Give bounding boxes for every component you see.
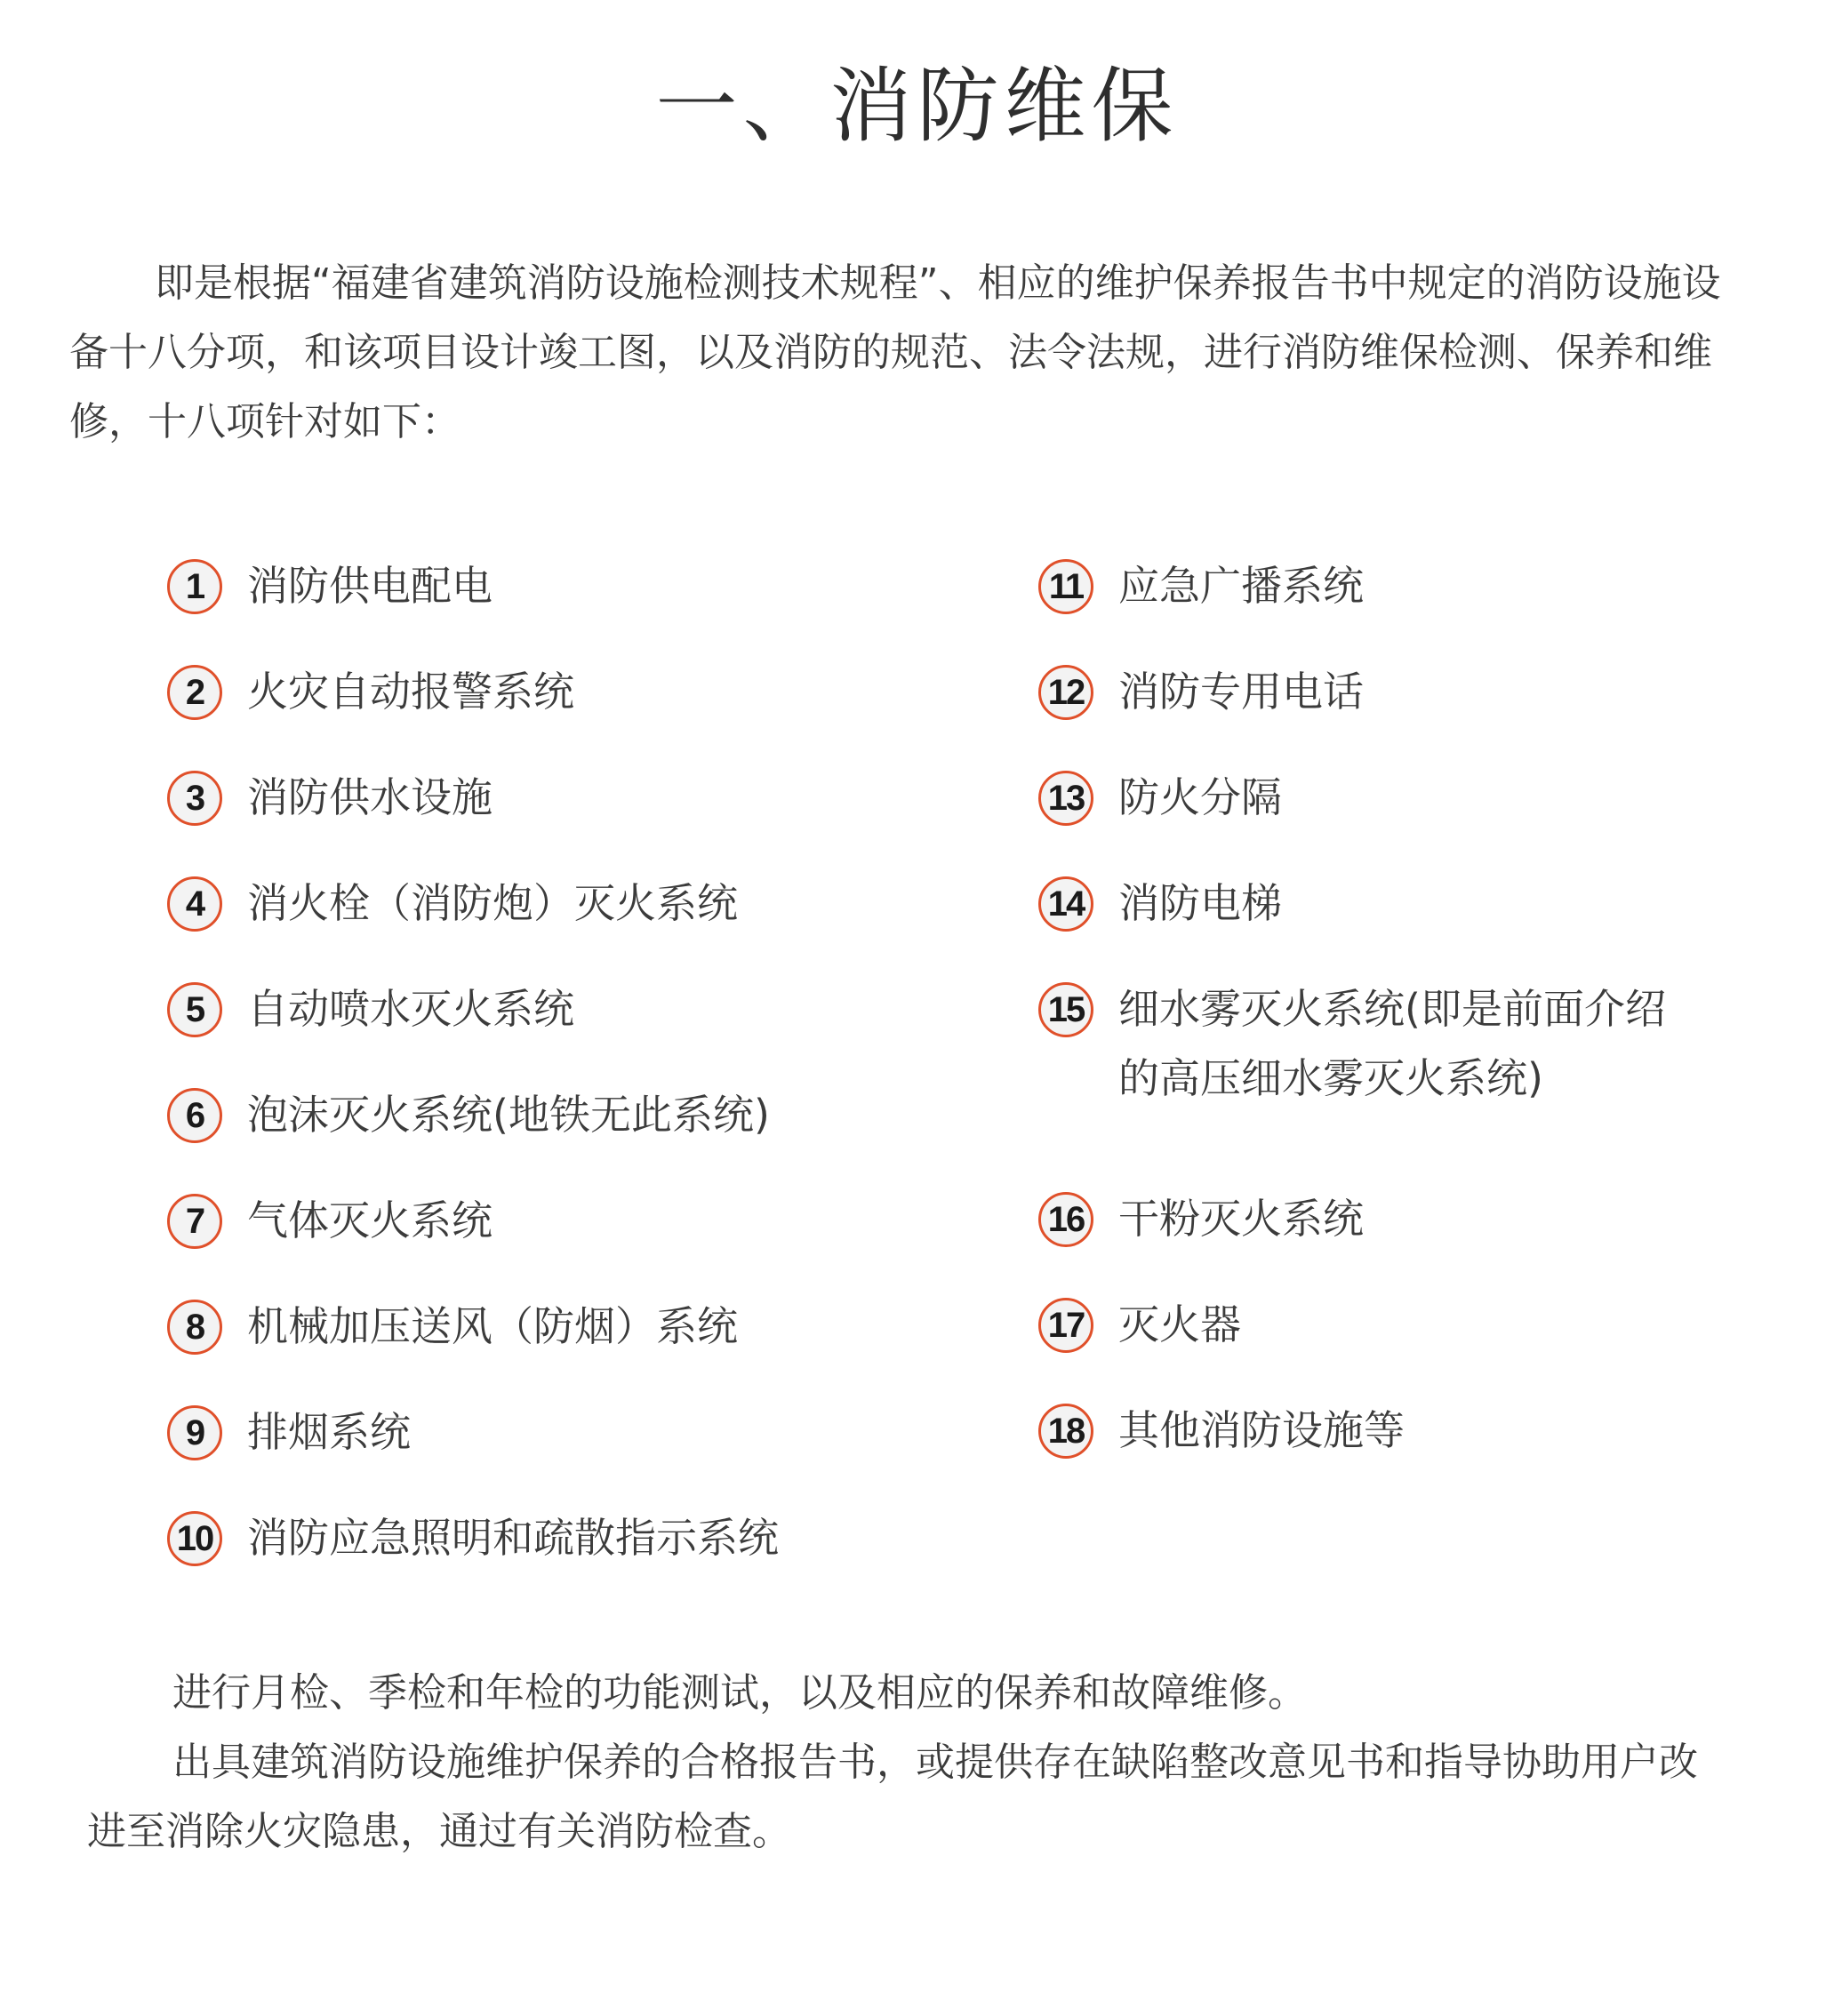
item-label: 自动喷水灭火系统	[247, 985, 574, 1033]
list-item	[1038, 657, 1834, 730]
item-list-right	[1038, 551, 1834, 1501]
item-label: 消防专用电话	[1118, 668, 1364, 716]
list-item	[1038, 1184, 1834, 1257]
list-item	[167, 1080, 967, 1153]
list-item	[167, 1503, 967, 1576]
page-title: 一、消防维保	[655, 59, 1179, 154]
number-badge: 12	[1038, 665, 1093, 720]
item-list-left	[167, 551, 967, 1609]
list-item	[167, 1292, 967, 1364]
number-badge: 4	[167, 876, 222, 932]
item-label: 消防应急照明和疏散指示系统	[247, 1514, 779, 1562]
number-badge: 15	[1038, 982, 1093, 1037]
number-badge: 11	[1038, 559, 1093, 614]
item-label: 消防电梯	[1118, 879, 1282, 927]
item-label: 泡沫灭火系统(地铁无此系统)	[247, 1091, 770, 1139]
number-badge: 1	[167, 559, 222, 614]
item-label: 消火栓（消防炮）灭火系统	[247, 879, 738, 927]
list-item	[167, 974, 967, 1047]
list-item	[1038, 974, 1834, 1120]
number-badge: 13	[1038, 771, 1093, 826]
number-badge: 8	[167, 1300, 222, 1355]
number-badge: 18	[1038, 1404, 1093, 1459]
list-item	[167, 657, 967, 730]
number-badge: 2	[167, 665, 222, 720]
intro-paragraph: 即是根据“福建省建筑消防设施检测技术规程”、相应的维护保养报告书中规定的消防设施设备十八分项，和该项目设计竣工图，以及消防的规范、法令法规，进行消防维保检测、保养和维修，十八项针对如下：	[69, 260, 1721, 444]
list-item	[1038, 763, 1834, 836]
closing-paragraph-1: 进行月检、季检和年检的功能测试，以及相应的保养和故障维修。	[172, 1670, 1307, 1716]
item-label: 消防供水设施	[247, 773, 493, 821]
number-badge: 9	[167, 1405, 222, 1460]
list-item	[1038, 868, 1834, 941]
item-label: 灭火器	[1118, 1300, 1241, 1348]
closing-paragraph-2: 出具建筑消防设施维护保养的合格报告书，或提供存在缺陷整改意见书和指导协助用户改进至消除火灾隐患，通过有关消防检查。	[87, 1740, 1698, 1854]
list-item	[167, 1186, 967, 1259]
list-item	[167, 763, 967, 836]
list-item	[1038, 1396, 1834, 1468]
number-badge: 10	[167, 1511, 222, 1566]
closing-section	[87, 1659, 1705, 1867]
list-item	[167, 1397, 967, 1470]
item-label: 气体灭火系统	[247, 1196, 493, 1244]
item-label: 排烟系统	[247, 1408, 411, 1456]
item-label: 火灾自动报警系统	[247, 668, 574, 716]
number-badge: 6	[167, 1088, 222, 1143]
list-item	[167, 551, 967, 624]
item-label: 防火分隔	[1118, 773, 1282, 821]
item-label: 消防供电配电	[247, 562, 493, 610]
number-badge: 17	[1038, 1298, 1093, 1353]
list-item	[1038, 551, 1834, 624]
item-label: 应急广播系统	[1118, 562, 1364, 610]
number-badge: 5	[167, 982, 222, 1037]
item-label: 细水雾灭火系统(即是前面介绍的高压细水雾灭火系统)	[1118, 985, 1666, 1102]
item-label: 其他消防设施等	[1118, 1406, 1405, 1454]
number-badge: 16	[1038, 1192, 1093, 1247]
number-badge: 7	[167, 1194, 222, 1249]
item-label: 干粉灭火系统	[1118, 1195, 1364, 1243]
item-label: 机械加压送风（防烟）系统	[247, 1302, 738, 1350]
list-item	[167, 868, 967, 941]
number-badge: 3	[167, 771, 222, 826]
number-badge: 14	[1038, 876, 1093, 932]
list-item	[1038, 1290, 1834, 1363]
